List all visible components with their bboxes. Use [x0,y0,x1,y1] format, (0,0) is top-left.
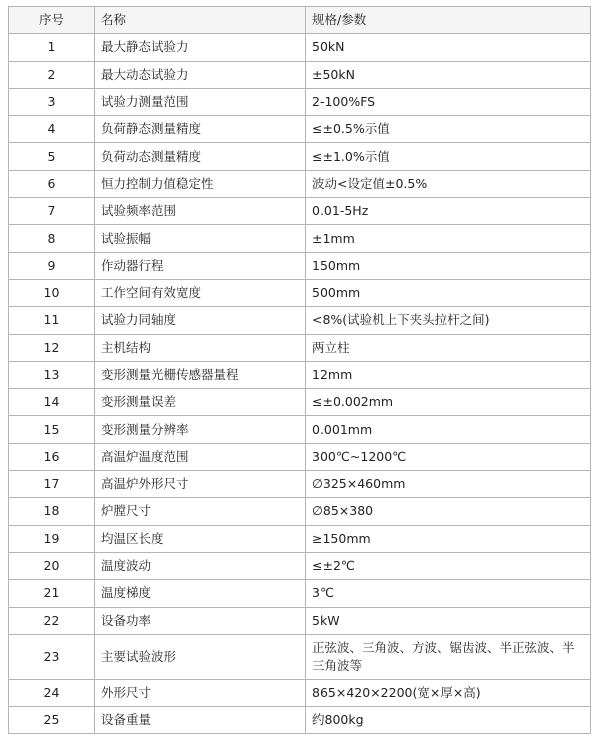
table-row [9,116,591,143]
row-index: 19 [9,525,95,552]
row-index: 10 [9,279,95,306]
row-name: 作动器行程 [95,252,306,279]
row-index: 11 [9,307,95,334]
row-index: 22 [9,607,95,634]
row-index: 13 [9,361,95,388]
row-index: 6 [9,170,95,197]
row-spec: ∅85×380 [306,498,591,525]
row-name: 试验振幅 [95,225,306,252]
row-index: 5 [9,143,95,170]
row-index: 14 [9,389,95,416]
table-row [9,34,591,61]
row-spec: 865×420×2200(宽×厚×高) [306,679,591,706]
row-index: 17 [9,471,95,498]
spec-table [8,6,591,734]
table-row [9,498,591,525]
header-row [9,7,591,34]
row-name: 变形测量分辨率 [95,416,306,443]
row-name: 变形测量误差 [95,389,306,416]
row-name: 外形尺寸 [95,679,306,706]
row-name: 试验频率范围 [95,198,306,225]
row-name: 负荷动态测量精度 [95,143,306,170]
row-name: 均温区长度 [95,525,306,552]
table-row [9,143,591,170]
row-name: 温度梯度 [95,580,306,607]
row-spec: 约800kg [306,707,591,734]
table-row [9,634,591,679]
row-spec: 两立柱 [306,334,591,361]
row-index: 25 [9,707,95,734]
row-index: 4 [9,116,95,143]
table-row [9,471,591,498]
table-row [9,389,591,416]
row-name: 主要试验波形 [95,634,306,679]
row-name: 高温炉外形尺寸 [95,471,306,498]
row-name: 工作空间有效宽度 [95,279,306,306]
row-spec: 0.001mm [306,416,591,443]
row-index: 2 [9,61,95,88]
row-spec: 正弦波、三角波、方波、锯齿波、半正弦波、半三角波等 [306,634,591,679]
table-row [9,88,591,115]
table-row [9,607,591,634]
table-row [9,707,591,734]
row-spec: ∅325×460mm [306,471,591,498]
row-index: 18 [9,498,95,525]
row-spec: ±50kN [306,61,591,88]
row-spec: 300℃~1200℃ [306,443,591,470]
header-spec: 规格/参数 [306,7,591,34]
row-name: 试验力测量范围 [95,88,306,115]
row-name: 负荷静态测量精度 [95,116,306,143]
row-spec: 50kN [306,34,591,61]
row-spec: ≤±0.002mm [306,389,591,416]
table-row [9,416,591,443]
row-name: 设备重量 [95,707,306,734]
row-spec: 5kW [306,607,591,634]
row-spec: ±1mm [306,225,591,252]
table-row [9,198,591,225]
row-index: 12 [9,334,95,361]
row-index: 24 [9,679,95,706]
table-row [9,334,591,361]
row-name: 变形测量光栅传感器量程 [95,361,306,388]
row-index: 23 [9,634,95,679]
table-row [9,525,591,552]
row-name: 最大动态试验力 [95,61,306,88]
row-name: 设备功率 [95,607,306,634]
row-index: 1 [9,34,95,61]
row-name: 高温炉温度范围 [95,443,306,470]
row-name: 炉膛尺寸 [95,498,306,525]
row-index: 7 [9,198,95,225]
row-spec: <8%(试验机上下夹头拉杆之间) [306,307,591,334]
row-index: 8 [9,225,95,252]
row-spec: 波动<设定值±0.5% [306,170,591,197]
row-name: 试验力同轴度 [95,307,306,334]
row-name: 主机结构 [95,334,306,361]
row-spec: 500mm [306,279,591,306]
row-spec: ≤±2℃ [306,552,591,579]
table-row [9,361,591,388]
table-row [9,443,591,470]
table-row [9,279,591,306]
row-index: 15 [9,416,95,443]
spec-table-container [8,6,591,734]
row-spec: 150mm [306,252,591,279]
row-spec: 2-100%FS [306,88,591,115]
header-index: 序号 [9,7,95,34]
table-row [9,307,591,334]
header-name: 名称 [95,7,306,34]
row-name: 最大静态试验力 [95,34,306,61]
table-row [9,170,591,197]
row-spec: 12mm [306,361,591,388]
row-index: 9 [9,252,95,279]
table-row [9,552,591,579]
table-row [9,252,591,279]
row-spec: ≥150mm [306,525,591,552]
row-index: 3 [9,88,95,115]
table-row [9,679,591,706]
row-spec: ≤±1.0%示值 [306,143,591,170]
table-row [9,225,591,252]
row-name: 温度波动 [95,552,306,579]
row-index: 16 [9,443,95,470]
table-row [9,580,591,607]
row-index: 20 [9,552,95,579]
row-spec: 0.01-5Hz [306,198,591,225]
row-index: 21 [9,580,95,607]
table-row [9,61,591,88]
row-spec: 3℃ [306,580,591,607]
row-name: 恒力控制力值稳定性 [95,170,306,197]
row-spec: ≤±0.5%示值 [306,116,591,143]
